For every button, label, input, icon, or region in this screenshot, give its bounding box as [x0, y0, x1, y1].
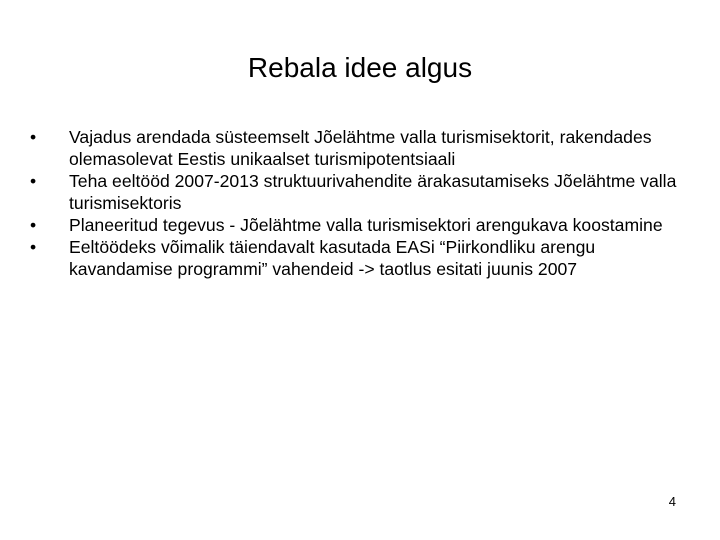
bullet-text: Planeeritud tegevus - Jõelähtme valla turismisektori arengukava koostamine	[69, 215, 663, 235]
bullet-icon: •	[30, 237, 37, 257]
bullet-icon: •	[30, 215, 37, 235]
bullet-text: Vajadus arendada süsteemselt Jõelähtme valla turismisektorit, rakendades olemasolevat Eestis unikaalset turismipotentsiaali	[69, 127, 652, 169]
bullet-item	[30, 236, 690, 280]
slide-title: Rebala idee algus	[247, 52, 473, 83]
bullet-text: Teha eeltööd 2007-2013 struktuurivahendite ärakasutamiseks Jõelähtme valla turismisektoris	[69, 171, 677, 213]
bullet-item	[30, 126, 690, 170]
page-number: 4	[668, 494, 676, 509]
bullet-item	[30, 170, 690, 214]
bullet-icon: •	[30, 171, 37, 191]
bullet-item	[30, 214, 690, 236]
bullet-list	[30, 126, 690, 280]
bullet-text: Eeltöödeks võimalik täiendavalt kasutada EASi “Piirkondliku arengu kavandamise programmi” vahendeid -> taotlus esitati juunis 2007	[69, 237, 596, 279]
bullet-icon: •	[30, 127, 37, 147]
